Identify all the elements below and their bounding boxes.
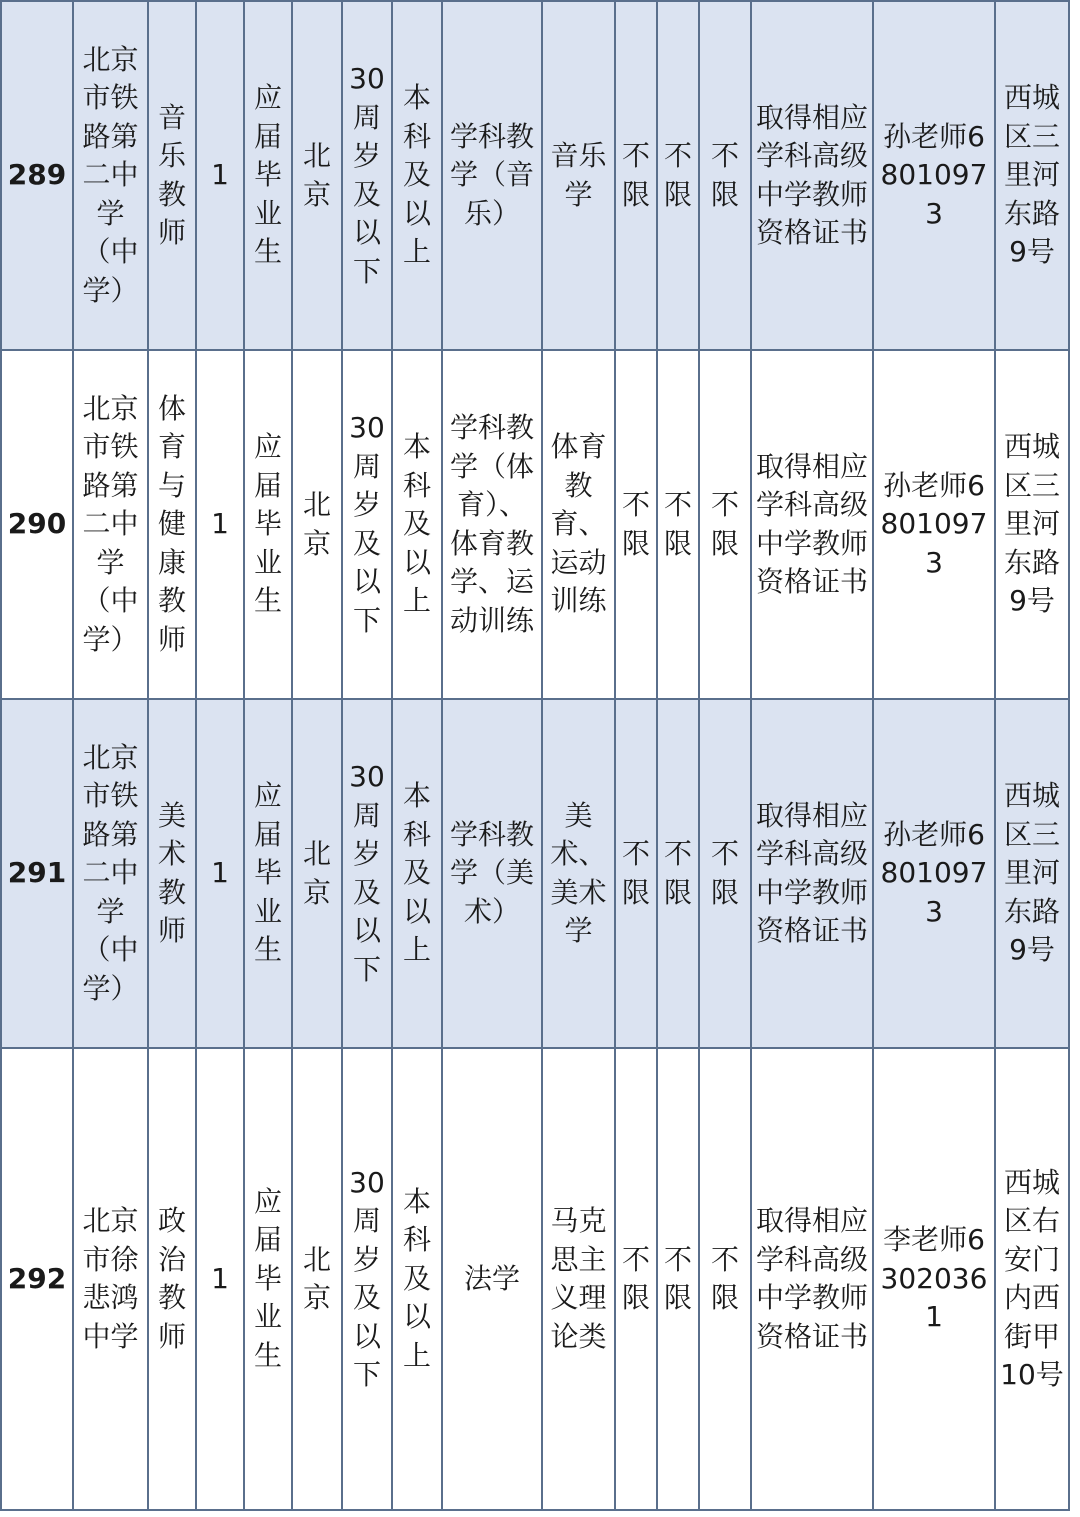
undergraduate-major: 马克思主义理论类 (542, 1048, 615, 1510)
age-requirement: 30周岁及以下 (342, 699, 392, 1048)
unit-name: 北京市铁路第二中学（中学） (73, 350, 148, 699)
graduate-major: 学科教学（音乐） (442, 1, 542, 350)
graduate-major: 学科教学（美术） (442, 699, 542, 1048)
table-row (1, 699, 1069, 1048)
undergraduate-major: 体育教育、运动训练 (542, 350, 615, 699)
hukou-origin: 北京 (292, 1, 342, 350)
unit-name: 北京市铁路第二中学（中学） (73, 1, 148, 350)
graduate-major: 法学 (442, 1048, 542, 1510)
education-requirement: 本科及以上 (392, 1048, 442, 1510)
position-name: 体育与健康教师 (148, 350, 196, 699)
graduate-major: 学科教学（体育）、体育教学、运动训练 (442, 350, 542, 699)
requirement-limit-2: 不限 (657, 1, 699, 350)
age-requirement: 30周岁及以下 (342, 1, 392, 350)
contact-info: 孙老师68010973 (873, 350, 995, 699)
requirement-limit-2: 不限 (657, 699, 699, 1048)
hiring-count: 1 (196, 1048, 244, 1510)
requirement-limit-3: 不限 (699, 699, 751, 1048)
requirement-limit-1: 不限 (615, 350, 657, 699)
hiring-count: 1 (196, 1, 244, 350)
age-requirement: 30周岁及以下 (342, 1048, 392, 1510)
position-name: 音乐教师 (148, 1, 196, 350)
requirement-limit-2: 不限 (657, 1048, 699, 1510)
undergraduate-major: 音乐学 (542, 1, 615, 350)
row-number: 290 (1, 350, 73, 699)
candidate-source: 应届毕业生 (244, 1, 292, 350)
address: 西城区三里河东路9号 (995, 1, 1069, 350)
requirement-limit-1: 不限 (615, 699, 657, 1048)
hukou-origin: 北京 (292, 699, 342, 1048)
table-row (1, 350, 1069, 699)
table-row (1, 1, 1069, 350)
candidate-source: 应届毕业生 (244, 1048, 292, 1510)
education-requirement: 本科及以上 (392, 699, 442, 1048)
address: 西城区三里河东路9号 (995, 699, 1069, 1048)
candidate-source: 应届毕业生 (244, 699, 292, 1048)
certificate-requirement: 取得相应学科高级中学教师资格证书 (751, 1, 873, 350)
row-number: 291 (1, 699, 73, 1048)
requirement-limit-3: 不限 (699, 1, 751, 350)
requirement-limit-1: 不限 (615, 1, 657, 350)
table-row (1, 1048, 1069, 1510)
age-requirement: 30周岁及以下 (342, 350, 392, 699)
requirement-limit-1: 不限 (615, 1048, 657, 1510)
contact-info: 孙老师68010973 (873, 1, 995, 350)
certificate-requirement: 取得相应学科高级中学教师资格证书 (751, 699, 873, 1048)
hukou-origin: 北京 (292, 350, 342, 699)
candidate-source: 应届毕业生 (244, 350, 292, 699)
education-requirement: 本科及以上 (392, 350, 442, 699)
unit-name: 北京市铁路第二中学（中学） (73, 699, 148, 1048)
requirement-limit-3: 不限 (699, 1048, 751, 1510)
requirement-limit-2: 不限 (657, 350, 699, 699)
hiring-count: 1 (196, 350, 244, 699)
position-name: 美术教师 (148, 699, 196, 1048)
certificate-requirement: 取得相应学科高级中学教师资格证书 (751, 350, 873, 699)
contact-info: 孙老师68010973 (873, 699, 995, 1048)
contact-info: 李老师63020361 (873, 1048, 995, 1510)
undergraduate-major: 美术、美术学 (542, 699, 615, 1048)
address: 西城区右安门内西街甲10号 (995, 1048, 1069, 1510)
address: 西城区三里河东路9号 (995, 350, 1069, 699)
position-name: 政治教师 (148, 1048, 196, 1510)
row-number: 289 (1, 1, 73, 350)
hukou-origin: 北京 (292, 1048, 342, 1510)
row-number: 292 (1, 1048, 73, 1510)
education-requirement: 本科及以上 (392, 1, 442, 350)
hiring-count: 1 (196, 699, 244, 1048)
unit-name: 北京市徐悲鸿中学 (73, 1048, 148, 1510)
certificate-requirement: 取得相应学科高级中学教师资格证书 (751, 1048, 873, 1510)
requirement-limit-3: 不限 (699, 350, 751, 699)
